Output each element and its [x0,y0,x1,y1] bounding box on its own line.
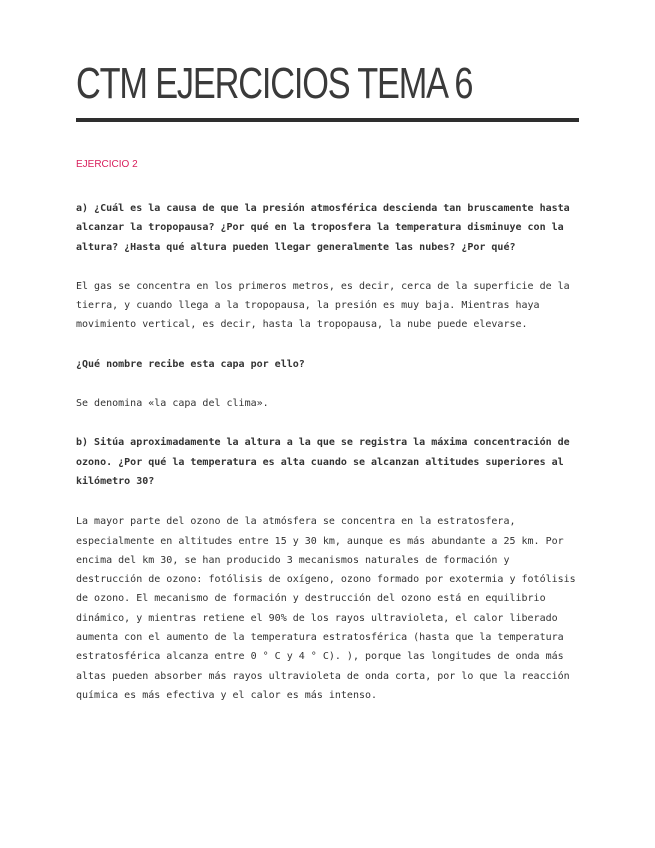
title-divider [76,118,579,122]
answer-a: El gas se concentra en los primeros metros, es decir, cerca de la superficie de la tierra, y cuando llega a la tropopausa, la presión es muy baja. Mientras haya movimiento vertical, es decir, hasta la tropopausa, la nube puede elevarse. [76,280,570,331]
question-a-followup: ¿Qué nombre recibe esta capa por ello? [76,358,305,370]
answer-b: La mayor parte del ozono de la atmósfera se concentra en la estratosfera, especialmente en altitudes entre 15 y 30 km, aunque es más abundante a 25 km. Por encima del km 30, se han producido 3 mecanismos naturales de formación y destrucción de ozono: fotólisis de oxígeno, ozono formado por exotermia y fotólisis de ozono. El mecanismo de formación y destrucción del ozono está en equilibrio dinámico, y mientras retiene el 90% de los rayos ultravioleta, el calor liberado aumenta con el aumento de la temperatura estratosférica (hasta que la temperatura estratosférica alcanza entre 0 ° C y 4 ° C). ), porque las longitudes de onda más altas pueden absorber más rayos ultravioleta de onda corta, por lo que la reacción química es más efectiva y el calor es más intenso. [76,516,576,701]
section-label: EJERCICIO 2 [76,159,138,170]
document-page [76,0,580,705]
question-a: a) ¿Cuál es la causa de que la presión atmosférica descienda tan bruscamente hasta alcanzar la tropopausa? ¿Por qué en la troposfera la temperatura disminuye con la altura? ¿Hasta qué altura pueden llegar generalmente las nubes? ¿Por qué? [76,203,570,253]
answer-a-followup: Se denomina «la capa del clima». [76,398,269,410]
question-b: b) Sitúa aproximadamente la altura a la que se registra la máxima concentración de ozono. ¿Por qué la temperatura es alta cuando se alcanzan altitudes superiores al kilómetro 30? [76,437,570,487]
page-title: CTM EJERCICIOS TEMA 6 [76,59,473,108]
